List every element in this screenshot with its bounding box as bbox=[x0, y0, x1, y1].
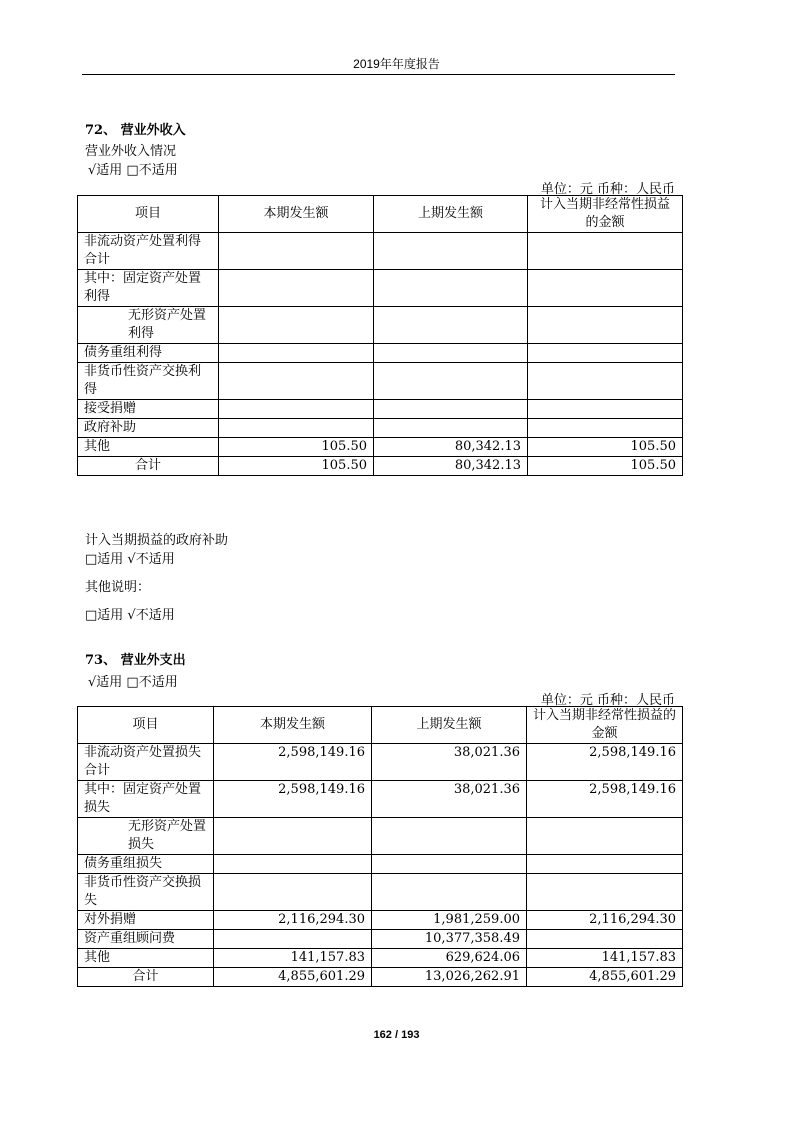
table-total-row bbox=[78, 968, 683, 987]
row-label: 债务重组损失 bbox=[78, 855, 214, 874]
table-row bbox=[78, 949, 683, 968]
row-label: 资产重组顾问费 bbox=[78, 930, 214, 949]
cell-nonrecurring: 105.50 bbox=[528, 438, 683, 457]
table-row bbox=[78, 930, 683, 949]
cell-current: 4,855,601.29 bbox=[214, 968, 372, 987]
cell-current: 105.50 bbox=[219, 457, 374, 476]
row-label: 合计 bbox=[78, 457, 219, 476]
cell-current: 2,116,294.30 bbox=[214, 911, 372, 930]
cell-previous: 80,342.13 bbox=[374, 457, 528, 476]
cell-previous: 13,026,262.91 bbox=[372, 968, 527, 987]
table-row bbox=[78, 438, 683, 457]
row-label: 对外捐赠 bbox=[78, 911, 214, 930]
expense-table bbox=[77, 706, 683, 987]
cell-current bbox=[219, 233, 374, 270]
cell-current bbox=[219, 344, 374, 363]
section-73-applicability: √适用 □不适用 bbox=[88, 675, 178, 690]
row-label: 债务重组利得 bbox=[78, 344, 219, 363]
table-row bbox=[78, 233, 683, 270]
table-row bbox=[78, 874, 683, 911]
cell-current bbox=[219, 270, 374, 307]
income-table bbox=[77, 195, 683, 476]
column-header: 计入当期非经常性损益的金额 bbox=[528, 196, 683, 233]
cell-previous: 80,342.13 bbox=[374, 438, 528, 457]
table-header-row bbox=[78, 707, 683, 744]
cell-current bbox=[214, 855, 372, 874]
cell-previous bbox=[374, 400, 528, 419]
other-note-applicability: □适用 √不适用 bbox=[85, 608, 175, 623]
gov-subsidy-title: 计入当期损益的政府补助 bbox=[85, 533, 229, 548]
cell-previous: 38,021.36 bbox=[372, 781, 527, 818]
cell-previous bbox=[374, 307, 528, 344]
page-header: 2019年年度报告 bbox=[353, 57, 440, 71]
cell-nonrecurring bbox=[527, 818, 683, 855]
cell-nonrecurring bbox=[527, 874, 683, 911]
cell-previous bbox=[374, 270, 528, 307]
table-row bbox=[78, 744, 683, 781]
cell-previous bbox=[374, 233, 528, 270]
cell-nonrecurring: 2,598,149.16 bbox=[527, 781, 683, 818]
table-row bbox=[78, 419, 683, 438]
row-label: 接受捐赠 bbox=[78, 400, 219, 419]
row-label: 非货币性资产交换利得 bbox=[78, 363, 219, 400]
section-72-applicability: √适用 □不适用 bbox=[88, 163, 178, 178]
section-72-subtitle: 营业外收入情况 bbox=[85, 144, 177, 159]
cell-nonrecurring bbox=[528, 307, 683, 344]
cell-previous bbox=[374, 363, 528, 400]
cell-nonrecurring: 4,855,601.29 bbox=[527, 968, 683, 987]
cell-current bbox=[219, 419, 374, 438]
row-label: 非流动资产处置损失合计 bbox=[78, 744, 214, 781]
cell-nonrecurring bbox=[528, 270, 683, 307]
table-row bbox=[78, 307, 683, 344]
cell-nonrecurring bbox=[527, 855, 683, 874]
cell-nonrecurring: 2,116,294.30 bbox=[527, 911, 683, 930]
cell-nonrecurring bbox=[528, 419, 683, 438]
row-label: 无形资产处置损失 bbox=[78, 818, 214, 855]
cell-current: 2,598,149.16 bbox=[214, 781, 372, 818]
column-header: 项目 bbox=[78, 196, 219, 233]
cell-current bbox=[214, 930, 372, 949]
column-header: 计入当期非经常性损益的金额 bbox=[527, 707, 683, 744]
table-row bbox=[78, 270, 683, 307]
table-row bbox=[78, 781, 683, 818]
cell-nonrecurring bbox=[528, 363, 683, 400]
row-label: 其他 bbox=[78, 438, 219, 457]
cell-current bbox=[214, 818, 372, 855]
cell-current bbox=[219, 363, 374, 400]
cell-nonrecurring bbox=[528, 400, 683, 419]
cell-nonrecurring bbox=[527, 930, 683, 949]
cell-previous bbox=[372, 874, 527, 911]
cell-current bbox=[214, 874, 372, 911]
column-header: 本期发生额 bbox=[214, 707, 372, 744]
table-row bbox=[78, 911, 683, 930]
cell-nonrecurring: 2,598,149.16 bbox=[527, 744, 683, 781]
table-total-row bbox=[78, 457, 683, 476]
row-label: 非货币性资产交换损失 bbox=[78, 874, 214, 911]
row-label: 其中：固定资产处置利得 bbox=[78, 270, 219, 307]
gov-subsidy-applicability: □适用 √不适用 bbox=[85, 552, 175, 567]
cell-previous: 10,377,358.49 bbox=[372, 930, 527, 949]
row-label: 非流动资产处置利得合计 bbox=[78, 233, 219, 270]
page-number: 162 / 193 bbox=[373, 1029, 420, 1041]
table-row bbox=[78, 363, 683, 400]
cell-current bbox=[219, 307, 374, 344]
row-label: 其中：固定资产处置损失 bbox=[78, 781, 214, 818]
column-header: 上期发生额 bbox=[374, 196, 528, 233]
column-header: 上期发生额 bbox=[372, 707, 527, 744]
cell-nonrecurring bbox=[528, 344, 683, 363]
table-row bbox=[78, 344, 683, 363]
section-72-unit: 单位：元 币种：人民币 bbox=[540, 182, 675, 197]
cell-nonrecurring: 105.50 bbox=[528, 457, 683, 476]
row-label: 其他 bbox=[78, 949, 214, 968]
cell-previous bbox=[374, 344, 528, 363]
row-label: 合计 bbox=[78, 968, 214, 987]
cell-previous: 1,981,259.00 bbox=[372, 911, 527, 930]
cell-current: 105.50 bbox=[219, 438, 374, 457]
cell-nonrecurring bbox=[528, 233, 683, 270]
table-header-row bbox=[78, 196, 683, 233]
cell-nonrecurring: 141,157.83 bbox=[527, 949, 683, 968]
other-note-title: 其他说明： bbox=[85, 580, 151, 595]
row-label: 政府补助 bbox=[78, 419, 219, 438]
table-row bbox=[78, 855, 683, 874]
section-73-title: 73、 营业外支出 bbox=[85, 653, 186, 668]
section-72-title: 72、 营业外收入 bbox=[85, 123, 186, 138]
header-divider bbox=[82, 74, 675, 75]
row-label: 无形资产处置利得 bbox=[78, 307, 219, 344]
cell-previous bbox=[372, 818, 527, 855]
cell-current: 141,157.83 bbox=[214, 949, 372, 968]
table-row bbox=[78, 400, 683, 419]
cell-previous bbox=[372, 855, 527, 874]
table-row bbox=[78, 818, 683, 855]
cell-current bbox=[219, 400, 374, 419]
column-header: 本期发生额 bbox=[219, 196, 374, 233]
cell-previous: 38,021.36 bbox=[372, 744, 527, 781]
column-header: 项目 bbox=[78, 707, 214, 744]
cell-previous bbox=[374, 419, 528, 438]
cell-previous: 629,624.06 bbox=[372, 949, 527, 968]
cell-current: 2,598,149.16 bbox=[214, 744, 372, 781]
section-73-unit: 单位：元 币种：人民币 bbox=[540, 693, 675, 708]
